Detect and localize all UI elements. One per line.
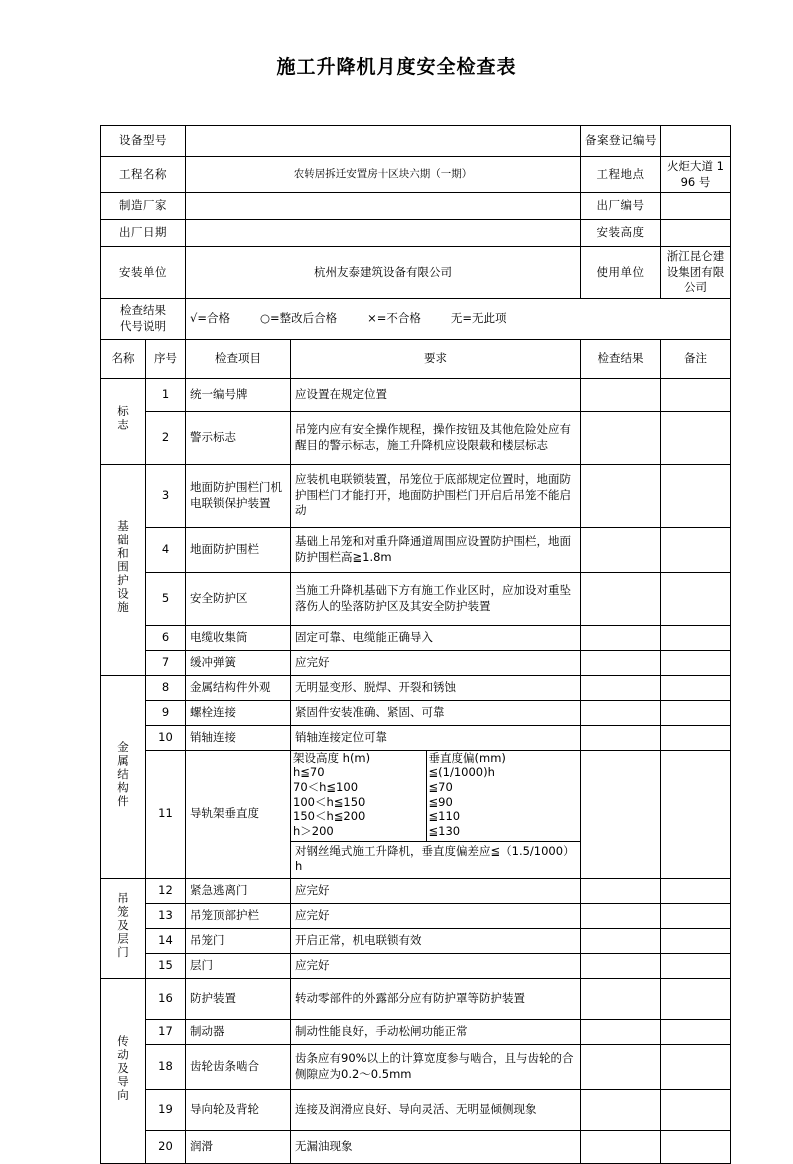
table-row [101,928,731,953]
row-requirement: 固定可靠、电缆能正确导入 [291,625,581,650]
category-text: 基础和围护设施 [116,520,131,615]
table-row [101,878,731,903]
category-label-signs [101,378,146,464]
row-requirement: 制动性能良好，手动松闸功能正常 [291,1019,581,1044]
legend-label-line2: 代号说明 [120,318,166,333]
field-value-install-height[interactable] [661,220,731,247]
row-result[interactable] [581,527,661,572]
row-item: 润滑 [186,1130,291,1163]
row-index: 5 [146,572,186,625]
row-requirement: 应完好 [291,650,581,675]
verticality-col1-header: 架设高度 h(m) [291,751,426,766]
row-result[interactable] [581,378,661,411]
header-row-equipment-model [101,126,731,157]
category-label-metal-structure [101,675,146,878]
table-row [101,978,731,1019]
table-row [101,378,731,411]
table-row [101,572,731,625]
verticality-row [291,824,580,841]
row-requirement: 基础上吊笼和对重升降通道周围应设置防护围栏，地面防护围栏高≧1.8m [291,527,581,572]
field-label-record-number: 备案登记编号 [581,126,661,157]
row-item: 金属结构件外观 [186,675,291,700]
field-value-factory-number[interactable] [661,193,731,220]
verticality-deviation: ≦(1/1000)h [428,765,495,780]
row-requirement: 开启正常，机电联锁有效 [291,928,581,953]
row-item: 防护装置 [186,978,291,1019]
row-requirement: 应设置在规定位置 [291,378,581,411]
row-item: 吊笼顶部护栏 [186,903,291,928]
column-header-remark: 备注 [661,339,731,378]
row-requirement: 当施工升降机基础下方有施工作业区时，应加设对重坠落伤人的坠落防护区及其安全防护装置 [291,572,581,625]
row-result[interactable] [581,953,661,978]
row-result[interactable] [581,700,661,725]
row-index: 3 [146,464,186,527]
field-label-using-unit: 使用单位 [581,247,661,299]
field-label-manufacturer: 制造厂家 [101,193,186,220]
row-remark[interactable] [661,878,731,903]
row-result[interactable] [581,750,661,878]
table-row [101,700,731,725]
row-item: 电缆收集筒 [186,625,291,650]
table-row [101,1130,731,1163]
header-row-install-unit [101,247,731,299]
table-row [101,1019,731,1044]
legend-items [186,298,731,339]
row-remark[interactable] [661,675,731,700]
row-item: 制动器 [186,1019,291,1044]
field-value-using-unit[interactable]: 浙江昆仑建设集团有限公司 [661,247,731,299]
header-row-manufacturer [101,193,731,220]
row-result[interactable] [581,725,661,750]
row-remark[interactable] [661,378,731,411]
field-value-equipment-model[interactable] [186,126,581,157]
row-remark[interactable] [661,903,731,928]
column-header-requirement: 要求 [291,339,581,378]
row-item: 导轨架垂直度 [186,750,291,878]
row-remark[interactable] [661,572,731,625]
row-index: 7 [146,650,186,675]
row-remark[interactable] [661,650,731,675]
row-item: 缓冲弹簧 [186,650,291,675]
row-remark[interactable] [661,1019,731,1044]
field-label-install-height: 安装高度 [581,220,661,247]
row-index: 2 [146,411,186,464]
row-requirement: 连接及润滑应良好、导向灵活、无明显倾侧现象 [291,1089,581,1130]
row-index: 15 [146,953,186,978]
field-value-install-unit[interactable]: 杭州友泰建筑设备有限公司 [186,247,581,299]
legend-item-fail: ×=不合格 [367,310,421,325]
row-item: 销轴连接 [186,725,291,750]
row-index: 11 [146,750,186,878]
row-index: 6 [146,625,186,650]
row-requirement: 齿条应有90%以上的计算宽度参与啮合，且与齿轮的合侧隙应为0.2～0.5mm [291,1044,581,1089]
row-index: 16 [146,978,186,1019]
row-remark[interactable] [661,928,731,953]
row-remark[interactable] [661,725,731,750]
row-result[interactable] [581,978,661,1019]
verticality-height: 150＜h≦200 [291,809,426,824]
row-remark[interactable] [661,953,731,978]
verticality-height: 100＜h≦150 [291,795,426,810]
row-result[interactable] [581,650,661,675]
row-item: 导向轮及背轮 [186,1089,291,1130]
category-label-foundation-and-enclosure [101,464,146,675]
table-row [101,675,731,700]
legend-label [101,298,186,339]
verticality-deviation: ≦90 [428,794,453,809]
row-remark[interactable] [661,1130,731,1163]
row-remark[interactable] [661,978,731,1019]
category-label-drive-and-guide [101,978,146,1163]
verticality-note: 对钢丝绳式施工升降机，垂直度偏差应≦（1.5/1000）h [291,841,580,878]
row-result[interactable] [581,1089,661,1130]
category-text: 标志 [116,405,131,433]
row-index: 12 [146,878,186,903]
table-column-header [101,339,731,378]
row-item: 螺栓连接 [186,700,291,725]
row-result[interactable] [581,572,661,625]
row-remark[interactable] [661,700,731,725]
row-requirement: 吊笼内应有安全操作规程，操作按钮及其他危险处应有醒目的警示标志，施工升降机应设限载和楼层标志 [291,411,581,464]
row-index: 20 [146,1130,186,1163]
field-value-manufacture-date[interactable] [186,220,581,247]
field-value-project-location[interactable]: 火炬大道 196 号 [661,157,731,193]
verticality-row [291,809,580,824]
table-row [101,650,731,675]
field-label-factory-number: 出厂编号 [581,193,661,220]
row-result[interactable] [581,928,661,953]
table-row [101,527,731,572]
verticality-height: h≦70 [291,765,426,780]
legend-item-pass: √=合格 [190,310,230,325]
column-header-result: 检查结果 [581,339,661,378]
table-row-verticality [101,750,731,878]
row-requirement: 销轴连接定位可靠 [291,725,581,750]
row-requirement: 应完好 [291,878,581,903]
table-row [101,725,731,750]
row-result[interactable] [581,625,661,650]
row-requirement: 无明显变形、脱焊、开裂和锈蚀 [291,675,581,700]
category-text: 金属结构件 [116,740,131,809]
verticality-table [291,751,580,841]
row-index: 8 [146,675,186,700]
row-remark[interactable] [661,464,731,527]
table-row [101,1089,731,1130]
row-remark[interactable] [661,527,731,572]
table-row [101,411,731,464]
table-row [101,903,731,928]
table-row [101,1044,731,1089]
row-requirement: 应完好 [291,903,581,928]
category-label-cage-and-landing-door [101,878,146,978]
verticality-height: 70＜h≦100 [291,780,426,795]
verticality-row [291,780,580,795]
verticality-requirement-cell [291,750,581,878]
table-row [101,625,731,650]
field-label-install-unit: 安装单位 [101,247,186,299]
category-text: 吊笼及层门 [116,892,131,960]
row-remark[interactable] [661,411,731,464]
column-header-index: 序号 [146,339,186,378]
page-title: 施工升降机月度安全检查表 [276,56,517,78]
header-row-manufacture-date [101,220,731,247]
verticality-deviation: ≦130 [428,824,461,839]
field-value-record-number[interactable] [661,126,731,157]
row-requirement: 无漏油现象 [291,1130,581,1163]
table-row [101,464,731,527]
row-result[interactable] [581,903,661,928]
row-result[interactable] [581,464,661,527]
column-header-category: 名称 [101,339,146,378]
row-requirement: 转动零部件的外露部分应有防护罩等防护装置 [291,978,581,1019]
table-row [101,953,731,978]
row-item: 地面防护围栏门机电联锁保护装置 [186,464,291,527]
row-item: 齿轮齿条啮合 [186,1044,291,1089]
row-result[interactable] [581,878,661,903]
row-result[interactable] [581,675,661,700]
field-label-project-name: 工程名称 [101,157,186,193]
row-remark[interactable] [661,1044,731,1089]
verticality-row [291,765,580,780]
verticality-height: h＞200 [291,824,426,841]
verticality-deviation: ≦110 [428,809,461,824]
row-index: 13 [146,903,186,928]
row-result[interactable] [581,411,661,464]
verticality-deviation: ≦70 [428,780,453,795]
row-item: 紧急逃离门 [186,878,291,903]
legend-item-not-applicable: 无=无此项 [450,310,507,325]
field-label-project-location: 工程地点 [581,157,661,193]
row-index: 1 [146,378,186,411]
header-row-project-name [101,157,731,193]
row-remark[interactable] [661,750,731,878]
row-index: 14 [146,928,186,953]
field-label-manufacture-date: 出厂日期 [101,220,186,247]
row-index: 4 [146,527,186,572]
row-index: 9 [146,700,186,725]
verticality-header-row [291,751,580,766]
row-index: 18 [146,1044,186,1089]
field-value-project-name[interactable]: 农转居拆迁安置房十区块六期（一期） [186,157,581,193]
field-label-equipment-model: 设备型号 [101,126,186,157]
row-item: 警示标志 [186,411,291,464]
legend-label-line1: 检查结果 [120,303,166,318]
row-item: 地面防护围栏 [186,527,291,572]
row-item: 层门 [186,953,291,978]
row-requirement: 紧固件安装准确、紧固、可靠 [291,700,581,725]
inspection-form-table [100,125,731,1164]
column-header-item: 检查项目 [186,339,291,378]
row-requirement: 应装机电联锁装置，吊笼位于底部规定位置时，地面防护围栏门才能打开，地面防护围栏门开启后吊笼不能启动 [291,464,581,527]
row-index: 19 [146,1089,186,1130]
verticality-col2-header: 垂直度偏(mm) [428,750,506,765]
legend-row [101,298,731,339]
row-result[interactable] [581,1130,661,1163]
row-index: 10 [146,725,186,750]
legend-item-pass-after-fix: ○=整改后合格 [259,310,338,325]
row-item: 吊笼门 [186,928,291,953]
row-result[interactable] [581,1044,661,1089]
row-item: 安全防护区 [186,572,291,625]
row-item: 统一编号牌 [186,378,291,411]
row-requirement: 应完好 [291,953,581,978]
field-value-manufacturer[interactable] [186,193,581,220]
category-text: 传动及导向 [116,1034,131,1103]
row-remark[interactable] [661,625,731,650]
row-index: 17 [146,1019,186,1044]
verticality-row [291,795,580,810]
row-remark[interactable] [661,1089,731,1130]
row-result[interactable] [581,1019,661,1044]
